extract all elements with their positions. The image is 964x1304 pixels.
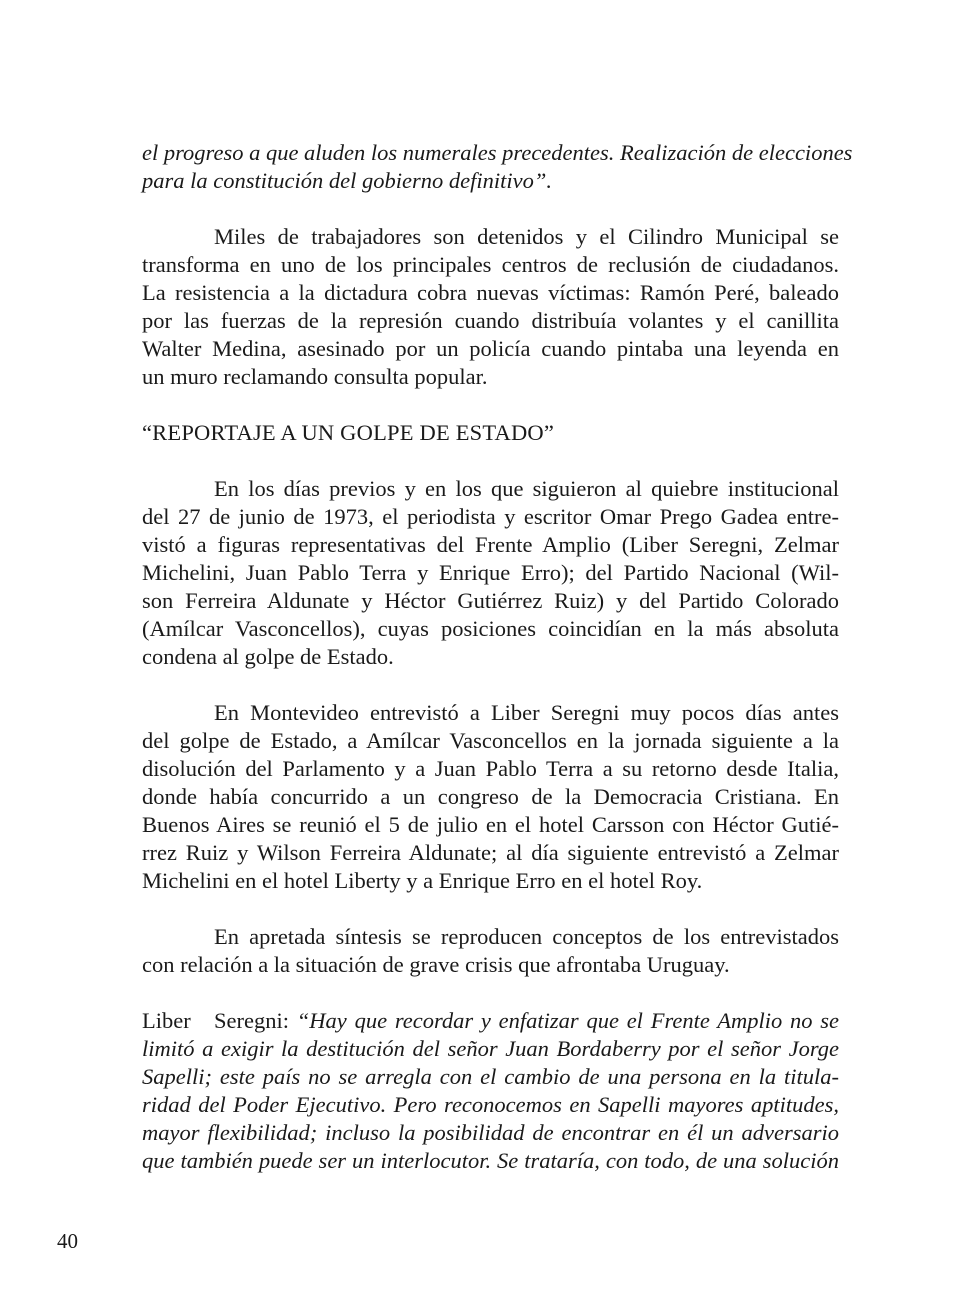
paragraph-interview-locations <box>142 699 839 895</box>
text-line: por las fuerzas de la represión cuando distribuía volantes y el canillita <box>142 308 839 333</box>
text-line: mayor flexibilidad; incluso la posibilidad de encontrar en él un adversario <box>142 1120 839 1145</box>
text-line: del 27 de junio de 1973, el periodista y escritor Omar Prego Gadea entre- <box>142 504 839 529</box>
text-line: Walter Medina, asesinado por un policía cuando pintaba una leyenda en <box>142 336 839 361</box>
section-heading: “REPORTAJE A UN GOLPE DE ESTADO” <box>142 420 555 445</box>
text-line: ridad del Poder Ejecutivo. Pero reconocemos en Sapelli mayores aptitudes, <box>142 1092 839 1117</box>
paragraph-detentions <box>142 223 839 391</box>
text-line: disolución del Parlamento y a Juan Pablo Terra a su retorno desde Italia, <box>142 756 839 781</box>
text-line: condena al golpe de Estado. <box>142 644 394 669</box>
text-line: En apretada síntesis se reproducen conceptos de los entrevistados <box>214 924 839 949</box>
interview-quote-seregni <box>142 1007 839 1175</box>
text-line: para la constitución del gobierno definitivo”. <box>142 168 552 193</box>
page-number: 40 <box>57 1229 78 1253</box>
paragraph-synthesis <box>142 923 839 979</box>
text-line: que también puede ser un interlocutor. Se trataría, con todo, de una solución <box>142 1148 839 1173</box>
text-line: con relación a la situación de grave crisis que afrontaba Uruguay. <box>142 952 730 977</box>
text-line: donde había concurrido a un congreso de la Democracia Cristiana. En <box>142 784 839 809</box>
speaker-name: Liber Seregni: <box>142 1008 297 1033</box>
quote-text: “Hay que recordar y enfatizar que el Frente Amplio no se <box>296 1008 839 1033</box>
text-line: En Montevideo entrevistó a Liber Seregni muy pocos días antes <box>214 700 839 725</box>
text-line: transforma en uno de los principales centros de reclusión de ciudadanos. <box>142 252 839 277</box>
text-line: son Ferreira Aldunate y Héctor Gutiérrez Ruiz) y del Partido Colorado <box>142 588 839 613</box>
text-line <box>142 1007 839 1035</box>
quote-continuation <box>142 139 853 195</box>
text-line: La resistencia a la dictadura cobra nuevas víctimas: Ramón Peré, baleado <box>142 280 839 305</box>
text-line: Sapelli; este país no se arregla con el cambio de una persona en la titula- <box>142 1064 839 1089</box>
text-line: Michelini en el hotel Liberty y a Enrique Erro en el hotel Roy. <box>142 868 703 893</box>
text-line: un muro reclamando consulta popular. <box>142 364 488 389</box>
text-line: limitó a exigir la destitución del señor Juan Bordaberry por el señor Jorge <box>142 1036 839 1061</box>
paragraph-interviews-intro <box>142 475 839 671</box>
text-line: del golpe de Estado, a Amílcar Vasconcellos en la jornada siguiente a la <box>142 728 839 753</box>
text-line: vistó a figuras representativas del Frente Amplio (Liber Seregni, Zelmar <box>142 532 839 557</box>
text-line: Miles de trabajadores son detenidos y el Cilindro Municipal se <box>214 224 839 249</box>
text-line: En los días previos y en los que siguieron al quiebre institucional <box>214 476 839 501</box>
text-line: Michelini, Juan Pablo Terra y Enrique Erro); del Partido Nacional (Wil- <box>142 560 839 585</box>
text-line: Buenos Aires se reunió el 5 de julio en el hotel Carsson con Héctor Gutié- <box>142 812 839 837</box>
page-body <box>142 139 853 1175</box>
text-line: el progreso a que aluden los numerales precedentes. Realización de elecciones <box>142 140 853 165</box>
text-line: rrez Ruiz y Wilson Ferreira Aldunate; al día siguiente entrevistó a Zelmar <box>142 840 839 865</box>
text-line: (Amílcar Vasconcellos), cuyas posiciones coincidían en la más absoluta <box>142 616 839 641</box>
